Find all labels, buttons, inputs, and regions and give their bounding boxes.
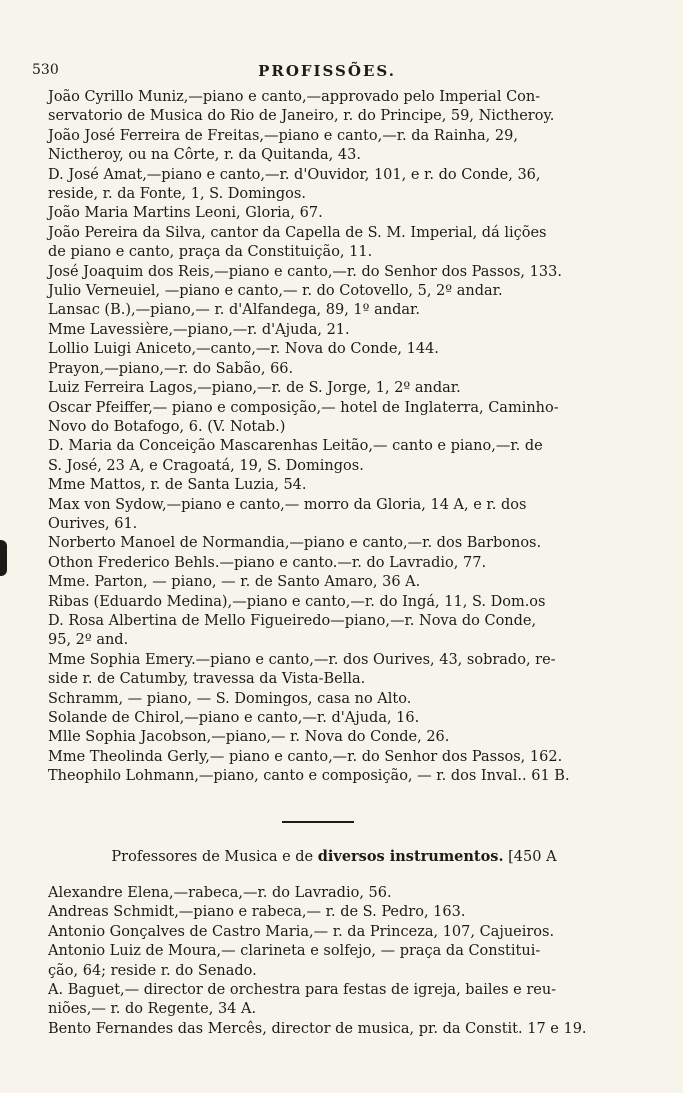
entry-line: servatorio de Musica do Rio de Janeiro, r. do Principe, 59, Nictheroy. — [48, 108, 555, 125]
directory-entry — [48, 437, 620, 476]
directory-entry — [48, 651, 620, 690]
entry-line: Nictheroy, ou na Côrte, r. da Quitanda, 43. — [48, 147, 361, 164]
entry-line: Ourives, 61. — [48, 515, 138, 532]
running-title: PROFISSÕES. — [258, 62, 396, 80]
entry-line: Mme. Parton, — piano, — r. de Santo Amaro, 36 A. — [48, 574, 421, 591]
directory-entry — [48, 301, 620, 320]
directory-entry — [48, 612, 620, 651]
entry-line: D. José Amat,—piano e canto,—r. d'Ouvidor, 101, e r. do Conde, 36, — [48, 166, 541, 183]
entry-line: Mme Theolinda Gerly,— piano e canto,—r. do Senhor dos Passos, 162. — [48, 748, 563, 765]
entry-line: A. Baguet,— director de orchestra para festas de igreja, bailes e reu- — [48, 982, 557, 999]
section-title-emphasis: diversos instrumentos. — [317, 848, 504, 865]
entry-line: João Maria Martins Leoni, Gloria, 67. — [48, 205, 323, 222]
entry-line: ção, 64; reside r. do Senado. — [48, 962, 257, 979]
directory-entry — [48, 573, 620, 592]
section-heading — [48, 848, 620, 865]
page-number: 530 — [32, 62, 59, 78]
entry-line: S. José, 23 A, e Cragoatá, 19, S. Domingos. — [48, 457, 364, 474]
entry-line: Alexandre Elena,—rabeca,—r. do Lavradio, 56. — [48, 885, 392, 901]
entry-line: de piano e canto, praça da Constituição, 11. — [48, 244, 373, 261]
directory-entry — [48, 282, 620, 301]
entry-line: D. Rosa Albertina de Mello Figueiredo—piano,—r. Nova do Conde, — [48, 612, 537, 629]
directory-entry — [48, 127, 620, 166]
entry-line: Bento Fernandes das Mercês, director de musica, pr. da Constit. 17 e 19. — [48, 1020, 587, 1037]
entry-line: Antonio Luiz de Moura,— clarineta e solfejo, — praça da Constitui- — [48, 943, 541, 960]
entry-line: Antonio Gonçalves de Castro Maria,— r. da Princeza, 107, Cajueiros. — [48, 923, 555, 940]
entry-line: João Pereira da Silva, cantor da Capella de S. M. Imperial, dá lições — [48, 224, 547, 241]
directory-entry — [48, 340, 620, 359]
entry-line: João José Ferreira de Freitas,—piano e canto,—r. da Rainha, 29, — [48, 127, 518, 144]
directory-entry — [48, 903, 620, 922]
directory-entry — [48, 263, 620, 282]
entry-line: Oscar Pfeiffer,— piano e composição,— hotel de Inglaterra, Caminho- — [48, 399, 559, 416]
directory-entry — [48, 204, 620, 223]
directory-entry — [48, 88, 620, 127]
section-count: [450 A — [508, 849, 557, 865]
binding-shadow — [0, 540, 7, 576]
entry-line: José Joaquim dos Reis,—piano e canto,—r. do Senhor dos Passos, 133. — [48, 263, 562, 280]
directory-entry — [48, 476, 620, 495]
entry-line: Mlle Sophia Jacobson,—piano,— r. Nova do Conde, 26. — [48, 729, 450, 746]
entry-line: niões,— r. do Regente, 34 A. — [48, 1001, 257, 1018]
entry-line: João Cyrillo Muniz,—piano e canto,—approvado pelo Imperial Con- — [48, 89, 541, 105]
directory-entry — [48, 923, 620, 942]
entry-line: Prayon,—piano,—r. do Sabão, 66. — [48, 360, 294, 377]
entry-line: Solande de Chirol,—piano e canto,—r. d'Ajuda, 16. — [48, 710, 420, 726]
directory-entry — [48, 942, 620, 981]
entry-line: Mme Mattos, r. de Santa Luzia, 54. — [48, 477, 307, 494]
directory-entry — [48, 360, 620, 379]
entry-line: Mme Lavessière,—piano,—r. d'Ajuda, 21. — [48, 321, 350, 338]
entry-line: reside, r. da Fonte, 1, S. Domingos. — [48, 186, 306, 203]
directory-list-vocal-piano — [48, 88, 620, 787]
directory-entry — [48, 1020, 620, 1039]
directory-entry — [48, 767, 620, 786]
entry-line: Novo do Botafogo, 6. (V. Notab.) — [48, 418, 286, 435]
directory-entry — [48, 709, 620, 728]
page-header — [32, 62, 622, 84]
entry-line: Andreas Schmidt,—piano e rabeca,— r. de S. Pedro, 163. — [48, 904, 466, 921]
entry-line: Ribas (Eduardo Medina),—piano e canto,—r. do Ingá, 11, S. Dom.os — [48, 593, 546, 610]
directory-entry — [48, 534, 620, 553]
directory-entry — [48, 399, 620, 438]
directory-entry — [48, 496, 620, 535]
entry-line: Mme Sophia Emery.—piano e canto,—r. dos Ourives, 43, sobrado, re- — [48, 651, 556, 668]
entry-line: Lansac (B.),—piano,— r. d'Alfandega, 89, 1º andar. — [48, 302, 420, 319]
directory-list-instruments — [48, 884, 620, 1039]
directory-entry — [48, 321, 620, 340]
directory-entry — [48, 224, 620, 263]
entry-line: Norberto Manoel de Normandia,—piano e canto,—r. dos Barbonos. — [48, 535, 542, 552]
entry-line: Max von Sydow,—piano e canto,— morro da Gloria, 14 A, e r. dos — [48, 496, 527, 513]
directory-entry — [48, 166, 620, 205]
entry-line: Julio Verneuiel, —piano e canto,— r. do Cotovello, 5, 2º andar. — [48, 283, 503, 300]
entry-line: Othon Frederico Behls.—piano e canto.—r. do Lavradio, 77. — [48, 554, 487, 571]
directory-entry — [48, 593, 620, 612]
entry-line: Luiz Ferreira Lagos,—piano,—r. de S. Jorge, 1, 2º andar. — [48, 380, 461, 397]
entry-line: Lollio Luigi Aniceto,—canto,—r. Nova do Conde, 144. — [48, 341, 439, 358]
directory-entry — [48, 554, 620, 573]
entry-line: Theophilo Lohmann,—piano, canto e composição, — r. dos Inval.. 61 B. — [48, 768, 570, 785]
entry-line: Schramm, — piano, — S. Domingos, casa no Alto. — [48, 690, 412, 707]
directory-entry — [48, 690, 620, 709]
directory-entry — [48, 884, 620, 903]
directory-entry — [48, 379, 620, 398]
directory-entry — [48, 981, 620, 1020]
section-title: Professores de Musica e de — [111, 849, 314, 865]
entry-line: side r. de Catumby, travessa da Vista-Bella. — [48, 671, 366, 688]
directory-entry — [48, 748, 620, 767]
entry-line: D. Maria da Conceição Mascarenhas Leitão,— canto e piano,—r. de — [48, 438, 543, 455]
directory-entry — [48, 728, 620, 747]
section-divider — [282, 821, 354, 823]
entry-line: 95, 2º and. — [48, 632, 129, 649]
